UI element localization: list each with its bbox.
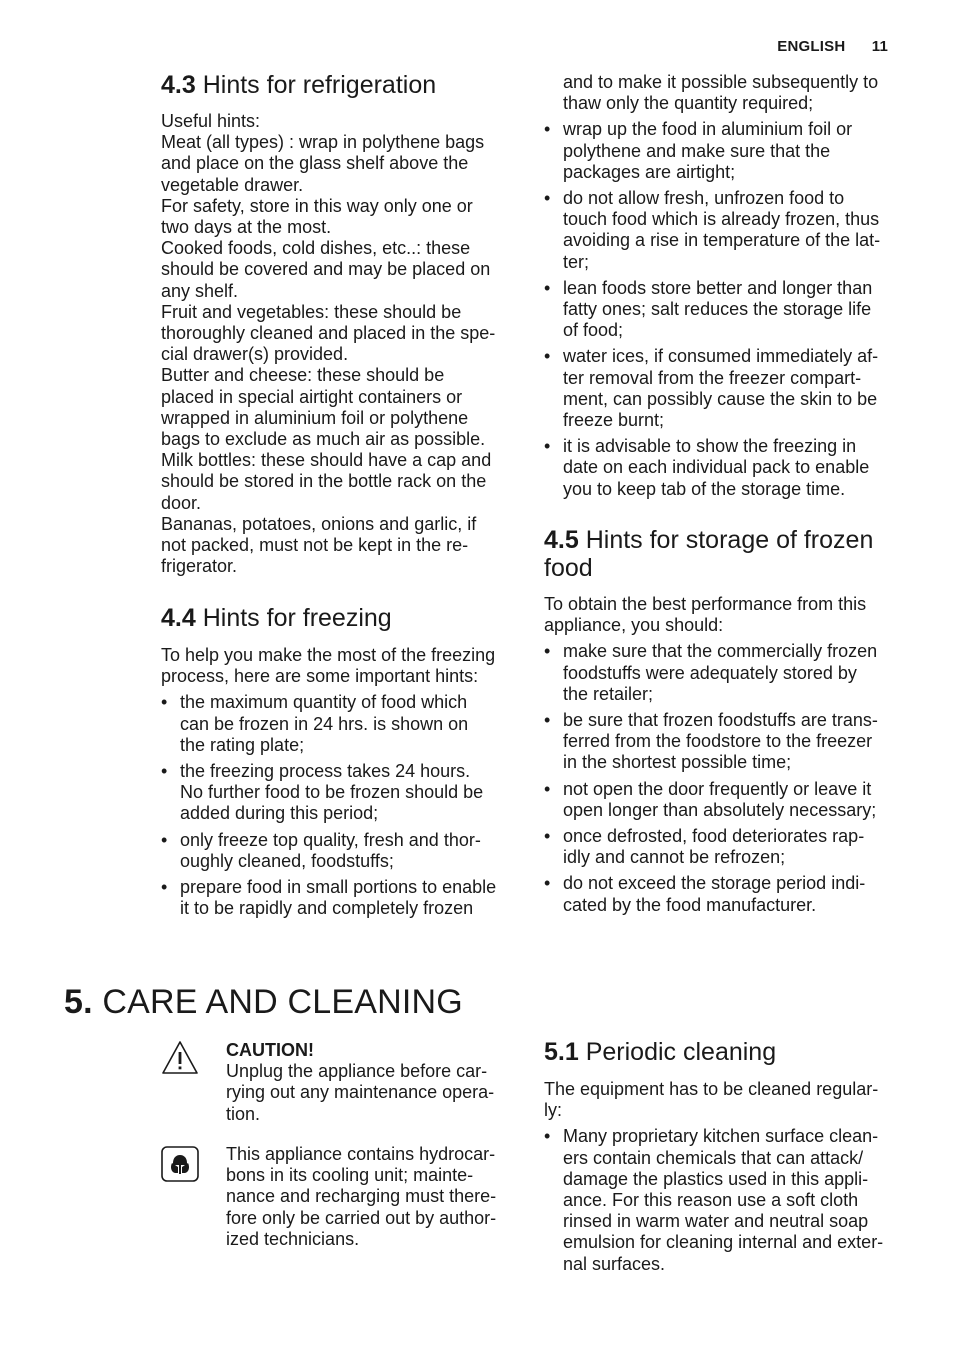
bullet-icon: • (161, 761, 168, 782)
list-item-line: foodstuffs were adequately stored by (563, 662, 857, 683)
bullet-icon: • (544, 873, 551, 894)
text-line: The equipment has to be cleaned regular- (544, 1079, 879, 1099)
continuation-text (544, 72, 896, 114)
bullet-icon: • (544, 436, 551, 457)
list-item-line: ter removal from the freezer compart- (563, 367, 862, 388)
bullet-icon: • (544, 710, 551, 731)
text-line: thaw only the quantity required; (563, 93, 814, 114)
bullet-icon: • (161, 829, 168, 850)
text-line: tion. (226, 1103, 261, 1124)
list-item (161, 761, 513, 825)
list-item-line: the freezing process takes 24 hours. (180, 761, 471, 782)
list-item-line: nal surfaces. (563, 1253, 666, 1274)
text-line: should be covered and may be placed on (161, 259, 491, 280)
text-line: frigerator. (161, 556, 238, 577)
list-item-line: polythene and make sure that the (563, 140, 831, 161)
list-item-line: fatty ones; salt reduces the storage life (563, 299, 872, 320)
chapter-5-heading (64, 983, 463, 1021)
warning-triangle-icon (161, 1040, 199, 1081)
language-label: ENGLISH (777, 38, 846, 55)
list-item-line: cated by the food manufacturer. (563, 894, 817, 915)
list-item (544, 826, 896, 868)
text-line: bags to exclude as much air as possible. (161, 429, 486, 450)
list-item-line: oughly cleaned, foodstuffs; (180, 850, 394, 871)
section-4-4 (161, 604, 513, 924)
list-item-line: freeze burnt; (563, 410, 665, 431)
list-item-line: touch food which is already frozen, thus (563, 209, 880, 230)
section-title: food (544, 554, 593, 582)
list-item-line: added during this period; (180, 803, 379, 824)
list-item (544, 436, 896, 500)
list-item-line: No further food to be frozen should be (180, 782, 484, 803)
section-title: Hints for refrigeration (202, 71, 437, 99)
text-line: Milk bottles: these should have a cap and (161, 450, 492, 471)
list-item-line: not open the door frequently or leave it (563, 778, 872, 799)
section-5-1-list (544, 1126, 896, 1274)
list-item-line: the rating plate; (180, 734, 305, 755)
list-item-line: idly and cannot be refrozen; (563, 847, 786, 868)
text-line: ly: (544, 1100, 562, 1121)
list-item (544, 278, 896, 342)
caution-title: CAUTION! (226, 1040, 314, 1060)
text-line: cial drawer(s) provided. (161, 344, 349, 365)
section-4-5-heading (544, 526, 896, 582)
text-line: Useful hints: (161, 111, 261, 131)
list-item-line: make sure that the commercially frozen (563, 641, 878, 662)
bullet-icon: • (544, 826, 551, 847)
list-item-line: lean foods store better and longer than (563, 277, 873, 298)
section-4-4-intro (161, 645, 513, 687)
list-item-line: it is advisable to show the freezing in (563, 436, 857, 457)
environment-note-icon (161, 1146, 199, 1187)
text-line: any shelf. (161, 280, 239, 301)
text-line: wrapped in aluminium foil or polythene (161, 407, 469, 428)
caution-text (226, 1061, 516, 1125)
page-number: 11 (871, 38, 888, 55)
list-item-line: do not allow fresh, unfrozen food to (563, 188, 845, 209)
section-title: Periodic cleaning (585, 1038, 777, 1066)
text-line: Meat (all types) : wrap in polythene bags (161, 132, 485, 153)
section-4-4-continued (544, 72, 896, 505)
list-item (544, 641, 896, 705)
text-line: process, here are some important hints: (161, 666, 479, 687)
list-item-line: open longer than absolutely necessary; (563, 799, 877, 820)
bullet-icon: • (544, 188, 551, 209)
section-4-4-heading (161, 604, 513, 632)
list-item-line: rinsed in warm water and neutral soap (563, 1211, 869, 1232)
bullet-icon: • (544, 778, 551, 799)
section-4-5 (544, 526, 896, 921)
section-5-1-intro (544, 1079, 896, 1121)
text-line: door. (161, 492, 202, 513)
list-item-line: you to keep tab of the storage time. (563, 478, 846, 499)
list-item-line: ferred from the foodstore to the freezer (563, 731, 873, 752)
section-4-3-body (161, 111, 513, 577)
list-item (544, 710, 896, 774)
text-line: should be stored in the bottle rack on the (161, 471, 487, 492)
list-item (544, 119, 896, 183)
text-line: To obtain the best performance from this (544, 594, 867, 614)
list-item (544, 346, 896, 431)
text-line: and place on the glass shelf above the (161, 153, 469, 174)
text-line: rying out any maintenance opera- (226, 1082, 495, 1103)
text-line: two days at the most. (161, 217, 332, 238)
bullet-icon: • (161, 692, 168, 713)
text-line: For safety, store in this way only one or (161, 195, 473, 216)
text-line: To help you make the most of the freezing (161, 645, 496, 665)
list-item-line: ter; (563, 251, 590, 272)
section-number: 5.1 (544, 1038, 579, 1066)
list-item-line: it to be rapidly and completely frozen (180, 898, 474, 919)
section-number: 4.4 (161, 604, 196, 632)
list-item (544, 779, 896, 821)
list-item-line: packages are airtight; (563, 161, 736, 182)
list-item-line: ment, can possibly cause the skin to be (563, 388, 878, 409)
page-header (777, 38, 888, 55)
list-item-line: date on each individual pack to enable (563, 457, 870, 478)
list-item-line: damage the plastics used in this appli- (563, 1168, 869, 1189)
list-item (161, 877, 513, 919)
bullet-icon: • (161, 877, 168, 898)
list-item (161, 692, 513, 756)
list-item (544, 188, 896, 273)
list-item-line: be sure that frozen foodstuffs are trans- (563, 710, 878, 731)
list-item-line: ance. For this reason use a soft cloth (563, 1190, 859, 1211)
list-item (544, 1126, 896, 1274)
list-item-line: once defrosted, food deteriorates rap- (563, 826, 865, 847)
list-item-line: of food; (563, 320, 624, 341)
text-line: ized technicians. (226, 1228, 360, 1249)
text-line: Fruit and vegetables: these should be (161, 301, 462, 322)
chapter-number: 5. (64, 983, 93, 1021)
section-title: Hints for storage of frozen (578, 526, 874, 554)
text-line: appliance, you should: (544, 615, 724, 636)
bullet-icon: • (544, 641, 551, 662)
list-item-line: in the shortest possible time; (563, 752, 792, 773)
list-item (161, 830, 513, 872)
section-4-5-list (544, 641, 896, 915)
text-line: bons in its cooling unit; mainte- (226, 1165, 474, 1186)
text-line: Cooked foods, cold dishes, etc..: these (161, 238, 471, 259)
chapter-title: CARE AND CLEANING (102, 983, 463, 1021)
bullet-icon: • (544, 119, 551, 140)
list-item-line: emulsion for cleaning internal and exter- (563, 1232, 884, 1253)
list-item-line: ers contain chemicals that can attack/ (563, 1147, 864, 1168)
list-item-line: prepare food in small portions to enable (180, 877, 497, 898)
list-item-line: only freeze top quality, fresh and thor- (180, 829, 481, 850)
list-item-line: the retailer; (563, 683, 654, 704)
text-line: Unplug the appliance before car- (226, 1061, 488, 1082)
text-line: Bananas, potatoes, onions and garlic, if (161, 513, 477, 534)
section-title: Hints for freezing (202, 604, 392, 632)
text-line: This appliance contains hydrocar- (226, 1144, 496, 1164)
text-line: and to make it possible subsequently to (563, 72, 879, 92)
text-line: not packed, must not be kept in the re- (161, 535, 469, 556)
section-4-4-list-continued (544, 119, 896, 499)
text-line: Butter and cheese: these should be (161, 365, 445, 386)
section-4-3 (161, 71, 513, 577)
text-line: placed in special airtight containers or (161, 386, 463, 407)
list-item-line: the maximum quantity of food which (180, 692, 468, 713)
text-line: thoroughly cleaned and placed in the spe- (161, 323, 496, 344)
list-item (544, 873, 896, 915)
section-4-3-heading (161, 71, 513, 99)
list-item-line: can be frozen in 24 hrs. is shown on (180, 713, 469, 734)
list-item-line: water ices, if consumed immediately af- (563, 346, 879, 367)
section-5-1-heading (544, 1038, 896, 1066)
text-line: vegetable drawer. (161, 174, 304, 195)
list-item-line: avoiding a rise in temperature of the lat- (563, 230, 881, 251)
section-4-4-list (161, 692, 513, 919)
caution-block (226, 1040, 516, 1125)
list-item-line: wrap up the food in aluminium foil or (563, 119, 853, 140)
bullet-icon: • (544, 346, 551, 367)
note-text (226, 1144, 516, 1250)
list-item-line: Many proprietary kitchen surface clean- (563, 1126, 879, 1147)
section-number: 4.5 (544, 526, 579, 554)
bullet-icon: • (544, 1126, 551, 1147)
bullet-icon: • (544, 277, 551, 298)
section-number: 4.3 (161, 71, 196, 99)
note-block (226, 1144, 516, 1250)
section-4-5-intro (544, 594, 896, 636)
text-line: nance and recharging must there- (226, 1186, 497, 1207)
section-5-1 (544, 1038, 896, 1280)
text-line: fore only be carried out by author- (226, 1207, 497, 1228)
list-item-line: do not exceed the storage period indi- (563, 873, 866, 894)
